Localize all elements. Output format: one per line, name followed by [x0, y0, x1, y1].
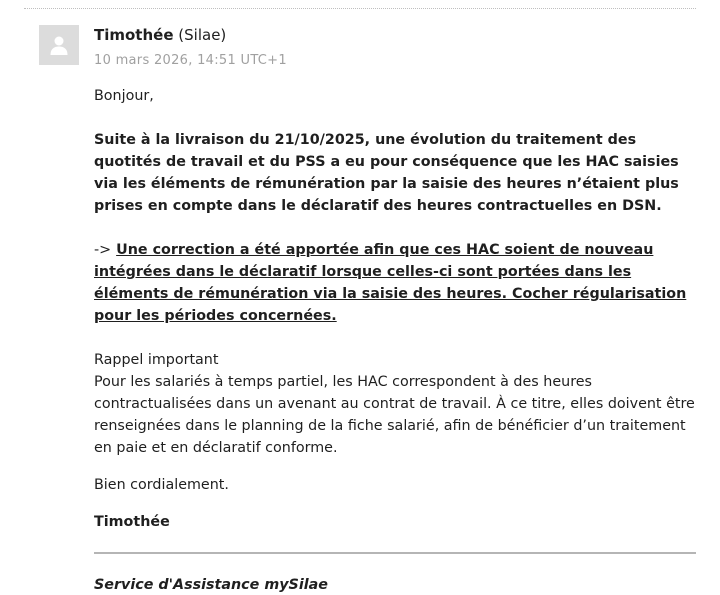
- user-silhouette-icon: [48, 34, 70, 56]
- author-line: [94, 25, 698, 45]
- correction-text: Une correction a été apportée afin que ces HAC soient de nouveau intégrées dans le déclaratif lorsque celles-ci sont portées dans les éléments de rémunération via la saisie des heures. Cocher régularisation pour les périodes concernées.: [94, 242, 687, 324]
- reminder-title: Rappel important: [94, 352, 219, 368]
- signature-divider: [94, 552, 696, 554]
- author-name[interactable]: Timothée: [94, 26, 174, 44]
- comment-timestamp[interactable]: 10 mars 2026, 14:51 UTC+1: [94, 53, 287, 68]
- comment-body: [94, 85, 698, 496]
- top-divider: [24, 8, 696, 9]
- correction-paragraph: [94, 239, 698, 327]
- avatar: [39, 25, 79, 65]
- signature-name: Timothée: [94, 514, 170, 530]
- announcement-paragraph: Suite à la livraison du 21/10/2025, une évolution du traitement des quotités de travail et du PSS a eu pour conséquence que les HAC saisies via les éléments de rémunération par la saisie des heures n’étaient plus prises en compte dans le déclaratif des heures contractuelles en DSN.: [94, 132, 679, 214]
- comment-content: [94, 25, 698, 595]
- service-name: Service d'Assistance mySilae: [94, 577, 328, 593]
- arrow-prefix: ->: [94, 242, 112, 258]
- closing-text: Bien cordialement.: [94, 477, 229, 493]
- reminder-text: Pour les salariés à temps partiel, les HAC correspondent à des heures contractualisées dans un avenant au contrat de travail. À ce titre, elles doivent être renseignées dans le planning de la fiche salarié, afin de bénéficier d’un traitement en paie et en déclaratif conforme.: [94, 374, 695, 456]
- greeting: Bonjour,: [94, 88, 154, 104]
- author-organization: (Silae): [178, 26, 227, 44]
